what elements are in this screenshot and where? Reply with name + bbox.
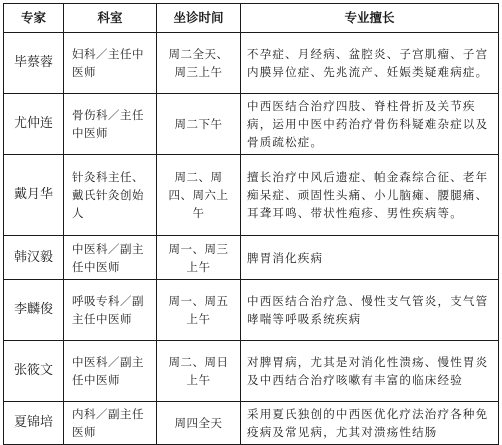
expert-name: 韩汉毅 (4, 236, 64, 280)
header-department: 科室 (64, 4, 157, 33)
header-specialty: 专业擅长 (241, 4, 499, 33)
expert-schedule-table-container (3, 3, 498, 441)
expert-schedule: 周二、周日上午 (157, 341, 241, 402)
table-row (4, 402, 499, 445)
expert-schedule: 周二、周四、周六上午 (157, 155, 241, 236)
expert-schedule: 周四全天 (157, 402, 241, 445)
table-row (4, 155, 499, 236)
expert-department: 针灸科主任、戴氏针灸创始人 (64, 155, 157, 236)
expert-specialty: 擅长治疗中风后遗症、帕金森综合征、老年痴呆症、顽固性头痛、小儿脑瘫、腰腿痛、耳聋耳鸣、带状性疱疹、男性疾病等。 (241, 155, 499, 236)
expert-specialty: 对脾胃病，尤其是对消化性溃疡、慢性胃炎及中西结合治疗咳嗽有丰富的临床经验 (241, 341, 499, 402)
expert-name: 夏锦培 (4, 402, 64, 445)
expert-department: 中医科／副主任中医师 (64, 341, 157, 402)
expert-schedule: 周一、周三上午 (157, 236, 241, 280)
expert-name: 戴月华 (4, 155, 64, 236)
table-row (4, 280, 499, 341)
header-schedule: 坐诊时间 (157, 4, 241, 33)
expert-name: 尤仲连 (4, 94, 64, 155)
expert-name: 毕蔡蓉 (4, 33, 64, 94)
expert-name: 张筱文 (4, 341, 64, 402)
expert-specialty: 中西医结合治疗急、慢性支气管炎，支气管哮喘等呼吸系统疾病 (241, 280, 499, 341)
expert-department: 骨伤科／主任中医师 (64, 94, 157, 155)
header-expert: 专家 (4, 4, 64, 33)
table-header-row (4, 4, 499, 33)
expert-schedule: 周二下午 (157, 94, 241, 155)
expert-schedule: 周二全天、周三上午 (157, 33, 241, 94)
expert-department: 呼吸专科／副主任中医师 (64, 280, 157, 341)
expert-specialty: 不孕症、月经病、盆腔炎、子宫肌瘤、子宫内膜异位症、先兆流产、妊娠类疑难病症。 (241, 33, 499, 94)
table-row (4, 33, 499, 94)
expert-schedule-table (3, 3, 499, 445)
table-row (4, 236, 499, 280)
expert-department: 中医科／副主任中医师 (64, 236, 157, 280)
expert-name: 李麟俊 (4, 280, 64, 341)
table-row (4, 94, 499, 155)
expert-department: 妇科／主任中医师 (64, 33, 157, 94)
expert-schedule: 周一、周五上午 (157, 280, 241, 341)
expert-department: 内科／副主任医师 (64, 402, 157, 445)
table-row (4, 341, 499, 402)
expert-specialty: 中西医结合治疗四肢、脊柱骨折及关节疾病，运用中医中药治疗骨伤科疑难杂症以及骨质疏松症。 (241, 94, 499, 155)
expert-specialty: 采用夏氏独创的中西医优化疗法治疗各种免疫病及常见病，尤其对溃疡性结肠 (241, 402, 499, 445)
expert-specialty: 脾胃消化疾病 (241, 236, 499, 280)
